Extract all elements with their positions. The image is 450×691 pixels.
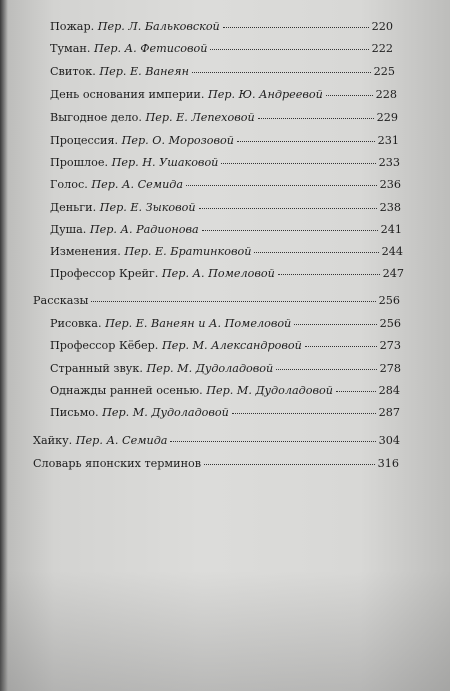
entry-page-number: 225 — [373, 65, 395, 78]
entry-title: Рассказы — [33, 294, 89, 307]
entry-title: Душа. — [50, 223, 87, 236]
entry-page-number: 273 — [379, 339, 401, 352]
entry-title: Прошлое. — [50, 156, 109, 169]
entry-page-number: 236 — [379, 178, 401, 191]
entry-title: Свиток. — [50, 65, 96, 78]
entry-title: Туман. — [50, 42, 91, 55]
entry-translator: Пер. А. Семида — [75, 434, 168, 447]
entry-translator: Пер. Н. Ушаковой — [111, 156, 219, 169]
entry-translator: Пер. Е. Ванеян и А. Помеловой — [105, 317, 292, 330]
dot-leader — [254, 251, 378, 253]
entry-title: Изменения. — [50, 245, 121, 258]
toc-section-entry — [33, 434, 400, 447]
entry-title: Рисовка. — [50, 317, 102, 330]
entry-page-number: 247 — [382, 267, 404, 280]
toc-entry — [50, 339, 401, 352]
entry-page-number: 231 — [377, 134, 399, 147]
entry-page-number: 220 — [371, 20, 393, 33]
toc-entry — [50, 111, 398, 124]
toc-entry — [50, 88, 397, 101]
entry-title: Однажды ранней осенью. — [50, 384, 203, 397]
entry-translator: Пер. А. Семида — [91, 178, 184, 191]
toc-entry — [50, 42, 393, 55]
toc-entry — [50, 267, 404, 280]
toc-entry — [50, 406, 400, 419]
entry-title: Процессия. — [50, 134, 119, 147]
entry-title: Хайку. — [33, 434, 73, 447]
entry-page-number: 244 — [381, 245, 403, 258]
toc-entry — [50, 65, 395, 78]
entry-translator: Пер. А. Фетисовой — [94, 42, 208, 55]
toc-entry — [50, 201, 401, 214]
dot-leader — [210, 48, 368, 50]
dot-leader — [336, 390, 376, 392]
toc-entry — [50, 134, 399, 147]
dot-leader — [278, 273, 380, 275]
entry-page-number: 304 — [378, 434, 400, 447]
entry-title: Словарь японских терминов — [33, 457, 202, 470]
entry-page-number: 238 — [379, 201, 401, 214]
entry-title: Странный звук. — [50, 362, 143, 375]
entry-page-number: 233 — [378, 156, 400, 169]
toc-entry — [50, 317, 401, 330]
toc-entry — [50, 245, 403, 258]
dot-leader — [91, 300, 375, 302]
entry-translator: Пер. Е. Братинковой — [124, 245, 252, 258]
entry-translator: Пер. М. Дудоладовой — [102, 406, 229, 419]
dot-leader — [170, 440, 375, 442]
entry-page-number: 287 — [378, 406, 400, 419]
entry-translator: Пер. Е. Ванеян — [99, 65, 189, 78]
toc-entry — [50, 362, 401, 375]
toc-entry — [50, 156, 400, 169]
entry-page-number: 284 — [378, 384, 400, 397]
dot-leader — [186, 184, 377, 186]
entry-translator: Пер. А. Помеловой — [161, 267, 275, 280]
entry-translator: Пер. Е. Лепеховой — [145, 111, 255, 124]
page-shading — [0, 571, 450, 691]
dot-leader — [276, 368, 376, 370]
dot-leader — [294, 323, 376, 325]
toc-section-entry — [33, 457, 399, 470]
entry-title: Профессор Кёбер. — [50, 339, 159, 352]
dot-leader — [237, 140, 375, 142]
entry-translator: Пер. М. Александровой — [161, 339, 302, 352]
dot-leader — [258, 117, 374, 119]
entry-title: Профессор Крейг. — [50, 267, 159, 280]
toc-section-entry — [33, 294, 400, 307]
entry-page-number: 256 — [379, 317, 401, 330]
dot-leader — [221, 162, 375, 164]
dot-leader — [232, 412, 376, 414]
entry-translator: Пер. М. Дудоладовой — [146, 362, 274, 375]
toc-entry — [50, 384, 400, 397]
entry-title: День основания империи. — [50, 88, 205, 101]
entry-page-number: 229 — [376, 111, 398, 124]
entry-translator: Пер. Л. Бальковской — [97, 20, 220, 33]
toc-entry — [50, 20, 393, 33]
entry-page-number: 316 — [377, 457, 399, 470]
entry-title: Пожар. — [50, 20, 95, 33]
dot-leader — [204, 463, 375, 465]
entry-translator: Пер. Е. Зыковой — [99, 201, 196, 214]
entry-title: Письмо. — [50, 406, 99, 419]
entry-translator: Пер. О. Морозовой — [121, 134, 234, 147]
entry-page-number: 256 — [378, 294, 400, 307]
entry-page-number: 241 — [380, 223, 402, 236]
dot-leader — [192, 71, 371, 73]
entry-translator: Пер. А. Радионова — [89, 223, 199, 236]
entry-page-number: 222 — [371, 42, 393, 55]
entry-translator: Пер. Ю. Андреевой — [207, 88, 323, 101]
dot-leader — [202, 229, 378, 231]
toc-entry — [50, 223, 402, 236]
dot-leader — [223, 26, 369, 28]
dot-leader — [305, 345, 377, 347]
entry-title: Голос. — [50, 178, 88, 191]
entry-title: Деньги. — [50, 201, 97, 214]
toc-entry — [50, 178, 401, 191]
entry-page-number: 228 — [375, 88, 397, 101]
entry-title: Выгодное дело. — [50, 111, 142, 124]
dot-leader — [326, 94, 373, 96]
dot-leader — [199, 207, 377, 209]
entry-page-number: 278 — [379, 362, 401, 375]
entry-translator: Пер. М. Дудоладовой — [206, 384, 333, 397]
